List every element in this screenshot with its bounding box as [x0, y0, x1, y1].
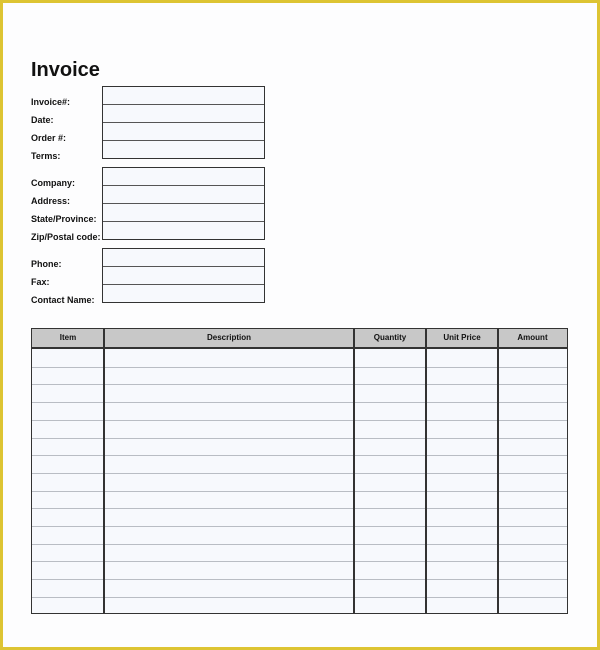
- table-row[interactable]: [32, 420, 567, 421]
- label-state-province: State/Province:: [31, 214, 97, 224]
- fax-field[interactable]: [103, 267, 264, 285]
- label-address: Address:: [31, 196, 71, 206]
- column-divider: [103, 329, 105, 613]
- table-row[interactable]: [32, 508, 567, 509]
- label-zip-postal-code: Zip/Postal code:: [31, 232, 101, 242]
- table-row[interactable]: [32, 438, 567, 439]
- label-terms: Terms:: [31, 151, 61, 161]
- invoice-number-field[interactable]: [103, 87, 264, 105]
- order-number-field[interactable]: [103, 123, 264, 141]
- date-field[interactable]: [103, 105, 264, 123]
- page-title: Invoice: [31, 59, 100, 81]
- contact-fields: [102, 248, 265, 303]
- column-header-item: Item: [59, 333, 77, 342]
- column-divider: [497, 329, 499, 613]
- invoice-page: [3, 3, 597, 647]
- address-field[interactable]: [103, 186, 264, 204]
- zip-postal-code-field[interactable]: [103, 222, 264, 239]
- contact-name-field[interactable]: [103, 285, 264, 302]
- table-row[interactable]: [32, 579, 567, 580]
- column-divider: [425, 329, 427, 613]
- table-row[interactable]: [32, 561, 567, 562]
- column-header-unit-price: Unit Price: [443, 333, 481, 342]
- column-header-amount: Amount: [517, 333, 548, 342]
- column-header-quantity: Quantity: [373, 333, 407, 342]
- column-divider: [353, 329, 355, 613]
- company-fields: [102, 167, 265, 240]
- line-items-table: [31, 328, 568, 614]
- label-order-number: Order #:: [31, 133, 67, 143]
- company-field[interactable]: [103, 168, 264, 186]
- label-fax: Fax:: [31, 277, 50, 287]
- table-row[interactable]: [32, 402, 567, 403]
- label-company: Company:: [31, 178, 76, 188]
- table-row[interactable]: [32, 491, 567, 492]
- table-row[interactable]: [32, 544, 567, 545]
- table-row[interactable]: [32, 367, 567, 368]
- label-phone: Phone:: [31, 259, 62, 269]
- state-province-field[interactable]: [103, 204, 264, 222]
- table-row[interactable]: [32, 455, 567, 456]
- phone-field[interactable]: [103, 249, 264, 267]
- label-contact-name: Contact Name:: [31, 295, 95, 305]
- table-row[interactable]: [32, 473, 567, 474]
- column-header-description: Description: [206, 333, 251, 342]
- table-row[interactable]: [32, 384, 567, 385]
- invoice-details-fields: [102, 86, 265, 159]
- table-row[interactable]: [32, 597, 567, 598]
- label-invoice-number: Invoice#:: [31, 97, 71, 107]
- table-header: [32, 329, 567, 349]
- label-date: Date:: [31, 115, 54, 125]
- terms-field[interactable]: [103, 141, 264, 158]
- table-row[interactable]: [32, 526, 567, 527]
